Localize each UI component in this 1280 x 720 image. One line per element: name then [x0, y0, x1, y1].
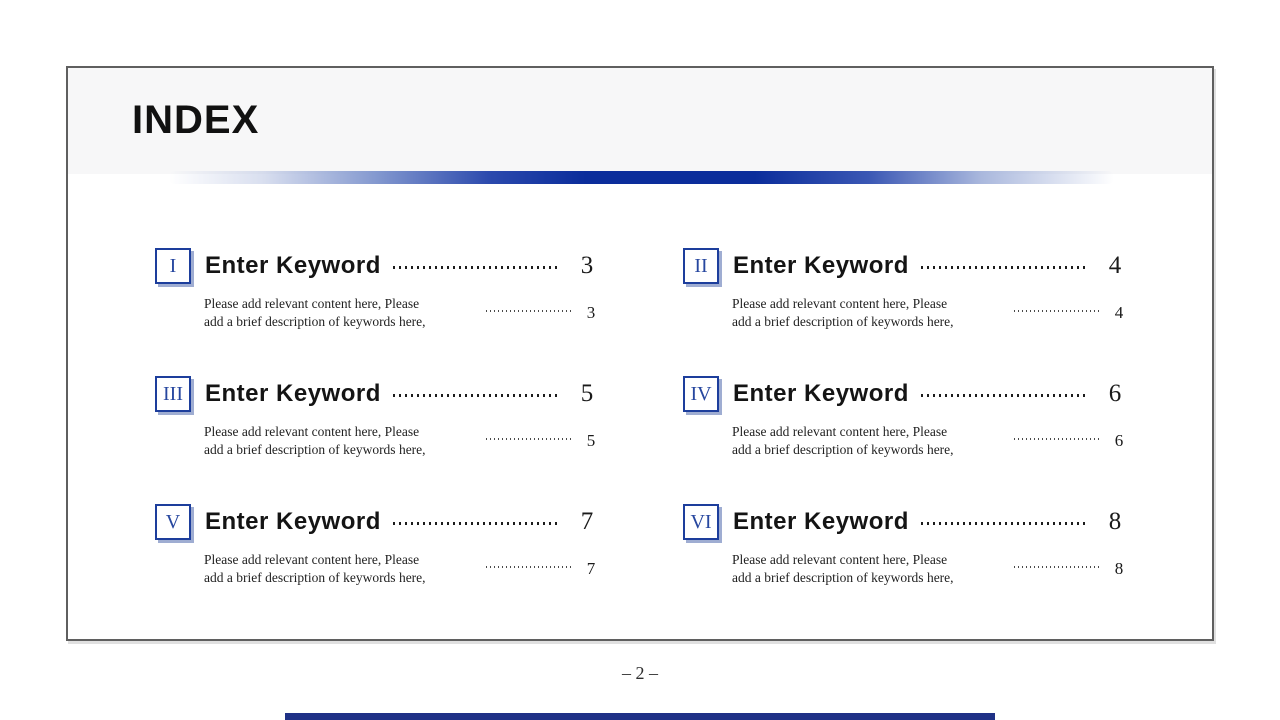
description-page-number: 6	[1114, 430, 1124, 450]
description-page-number: 5	[586, 430, 596, 450]
page-number: 8	[1108, 508, 1122, 535]
numeral-badge	[683, 504, 719, 540]
toc-entry-header	[155, 374, 607, 414]
keyword-label: Enter Keyword	[205, 380, 381, 407]
numeral-label: I	[169, 255, 177, 277]
keyword-label: Enter Keyword	[733, 508, 909, 535]
dotted-leader	[921, 394, 1089, 397]
slide-frame	[66, 66, 1214, 641]
toc-entry-header	[683, 246, 1135, 286]
description-line-2: add a brief description of keywords here,	[732, 441, 954, 457]
toc-entry-description-row	[683, 551, 1135, 586]
toc-entry	[155, 246, 607, 330]
keyword-label: Enter Keyword	[733, 252, 909, 279]
description-text	[732, 295, 996, 330]
numeral-badge	[155, 504, 191, 540]
description-text	[732, 423, 996, 458]
description-dotted-leader	[486, 310, 571, 312]
toc-entry	[155, 502, 607, 586]
description-line-2: add a brief description of keywords here,	[204, 569, 426, 585]
description-dotted-leader	[1014, 438, 1099, 440]
numeral-badge	[683, 248, 719, 284]
toc-entry	[683, 502, 1135, 586]
toc-entry-description-row	[683, 295, 1135, 330]
dotted-leader	[393, 394, 561, 397]
toc-entry	[683, 374, 1135, 458]
description-line-1: Please add relevant content here, Please	[732, 552, 948, 567]
numeral-badge	[155, 248, 191, 284]
description-line-2: add a brief description of keywords here,	[204, 441, 426, 457]
description-line-2: add a brief description of keywords here,	[204, 313, 426, 329]
description-line-1: Please add relevant content here, Please	[732, 296, 948, 311]
numeral-label: III	[163, 383, 183, 405]
footer-page-number: – 2 –	[622, 663, 658, 683]
description-page-number: 8	[1114, 558, 1124, 578]
numeral-badge	[683, 376, 719, 412]
numeral-label: V	[165, 511, 181, 533]
description-text	[732, 551, 996, 586]
keyword-label: Enter Keyword	[205, 508, 381, 535]
page-number: 5	[580, 380, 594, 407]
page-number: 3	[580, 252, 594, 279]
description-dotted-leader	[486, 438, 571, 440]
bottom-accent-bar	[285, 713, 995, 720]
toc-entry-description-row	[155, 295, 607, 330]
description-line-1: Please add relevant content here, Please	[204, 424, 420, 439]
description-page-number: 3	[586, 302, 596, 322]
numeral-label: VI	[690, 511, 712, 533]
dotted-leader	[393, 266, 561, 269]
numeral-label: IV	[690, 383, 712, 405]
toc-entry-description-row	[155, 423, 607, 458]
gradient-divider	[169, 171, 1114, 184]
numeral-label: II	[694, 255, 708, 277]
dotted-leader	[921, 522, 1089, 525]
page-number: 7	[580, 508, 594, 535]
description-line-1: Please add relevant content here, Please	[204, 552, 420, 567]
keyword-label: Enter Keyword	[205, 252, 381, 279]
toc-entry-header	[155, 246, 607, 286]
toc-entry-header	[155, 502, 607, 542]
description-dotted-leader	[1014, 310, 1099, 312]
description-line-1: Please add relevant content here, Please	[732, 424, 948, 439]
toc-entry-header	[683, 502, 1135, 542]
dotted-leader	[921, 266, 1089, 269]
toc-entry-description-row	[155, 551, 607, 586]
description-dotted-leader	[486, 566, 571, 568]
description-text	[204, 551, 468, 586]
description-text	[204, 295, 468, 330]
keyword-label: Enter Keyword	[733, 380, 909, 407]
page-title: INDEX	[132, 98, 260, 142]
toc-entry	[155, 374, 607, 458]
dotted-leader	[393, 522, 561, 525]
page-number: 4	[1108, 252, 1122, 279]
numeral-badge	[155, 376, 191, 412]
description-line-2: add a brief description of keywords here,	[732, 313, 954, 329]
description-page-number: 4	[1114, 302, 1124, 322]
description-page-number: 7	[586, 558, 596, 578]
toc-entry-header	[683, 374, 1135, 414]
description-line-1: Please add relevant content here, Please	[204, 296, 420, 311]
description-text	[204, 423, 468, 458]
toc-entry-description-row	[683, 423, 1135, 458]
page-number: 6	[1108, 380, 1122, 407]
description-line-2: add a brief description of keywords here,	[732, 569, 954, 585]
description-dotted-leader	[1014, 566, 1099, 568]
toc-entry	[683, 246, 1135, 330]
